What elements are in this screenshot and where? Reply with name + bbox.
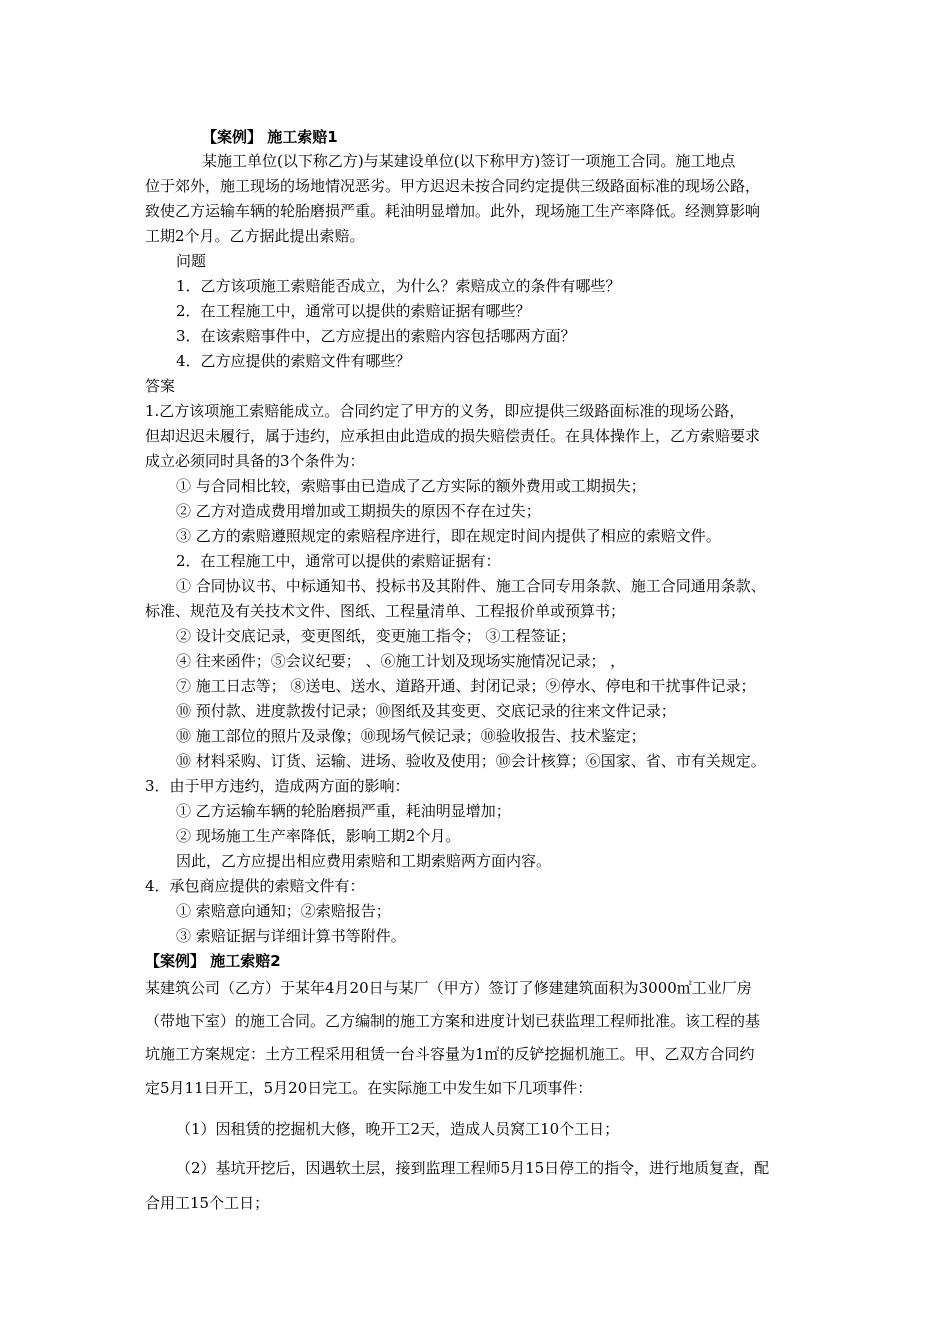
answer1-line: 1.乙方该项施工索赔能成立。合同约定了甲方的义务，即应提供三级路面标准的现场公路， [145, 402, 745, 420]
answer1-line: 成立必须同时具备的3个条件为： [145, 452, 365, 470]
answer2-line: 标准、规范及有关技术文件、图纸、工程量清单、工程报价单或预算书； [145, 602, 626, 620]
answer2-line: ④ 往来函件；⑤会议纪要； 、⑥施工计划及现场实施情况记录； ， [176, 652, 626, 670]
answer4-line: ③ 索赔证据与详细计算书等附件。 [176, 927, 406, 945]
case2-event-line: （2）基坑开挖后，因遇软土层，接到监理工程师5月15日停工的指令，进行地质复查，配 [176, 1159, 770, 1177]
case2-body-line: （带地下室）的施工合同。乙方编制的施工方案和进度计划已获监理工程师批准。该工程的基 [145, 1012, 761, 1030]
case2-body-line: 某建筑公司（乙方）于某年4月20日与某厂（甲方）签订了修建建筑面积为3000㎡工业厂房 [145, 979, 752, 997]
case1-intro-line: 致使乙方运输车辆的轮胎磨损严重。耗油明显增加。此外，现场施工生产率降低。经测算影响 [145, 202, 761, 220]
answer2-line: 2．在工程施工中，通常可以提供的索赔证据有： [176, 552, 501, 570]
answer1-condition: ① 与合同相比较，索赔事由已造成了乙方实际的额外费用或工期损失； [176, 477, 646, 495]
answer1-line: 但却迟迟未履行，属于违约，应承担由此造成的损失赔偿责任。在具体操作上，乙方索赔要求 [145, 427, 761, 445]
answer3-line: 3．由于甲方违约，造成两方面的影响： [145, 777, 410, 795]
answer2-line: ⑩ 材料采购、订货、运输、进场、验收及使用；⑩会计核算；⑥国家、省、市有关规定。 [176, 752, 766, 770]
answer3-line: ② 现场施工生产率降低，影响工期2个月。 [176, 827, 461, 845]
case2-event-line: 合用工15个工日； [145, 1194, 270, 1212]
case2-body-line: 定5月11日开工，5月20日完工。在实际施工中发生如下几项事件： [145, 1079, 593, 1097]
case1-title: 【案例】 施工索赔1 [202, 128, 338, 146]
questions-heading: 问题 [176, 252, 207, 270]
case1-intro-line: 某施工单位(以下称乙方)与某建设单位(以下称甲方)签订一项施工合同。施工地点 [202, 152, 736, 170]
question-item: 2．在工程施工中，通常可以提供的索赔证据有哪些？ [176, 302, 531, 320]
answer2-line: ① 合同协议书、中标通知书、投标书及其附件、施工合同专用条款、施工合同通用条款、 [176, 577, 766, 595]
answer2-line: ⑦ 施工日志等； ⑧送电、送水、道路开通、封闭记录；⑨停水、停电和干扰事件记录； [176, 677, 756, 695]
case1-intro-line: 工期2个月。乙方据此提出索赔。 [145, 227, 365, 245]
answer2-line: ⑩ 施工部位的照片及录像；⑩现场气候记录；⑩验收报告、技术鉴定； [176, 727, 646, 745]
answer-heading: 答案 [145, 377, 176, 395]
case2-title: 【案例】 施工索赔2 [145, 952, 281, 970]
case2-event-line: （1）因租赁的挖掘机大修，晚开工2天，造成人员窝工10个工日； [176, 1120, 620, 1138]
answer1-condition: ② 乙方对造成费用增加或工期损失的原因不存在过失； [176, 502, 541, 520]
answer2-line: ② 设计交底记录，变更图纸，变更施工指令； ③工程签证； [176, 627, 576, 645]
question-item: 1．乙方该项施工索赔能否成立，为什么？索赔成立的条件有哪些？ [176, 277, 621, 295]
answer4-line: 4．承包商应提供的索赔文件有： [145, 877, 365, 895]
answer4-line: ① 索赔意向通知；②索赔报告； [176, 902, 391, 920]
answer3-line: 因此，乙方应提出相应费用索赔和工期索赔两方面内容。 [176, 852, 552, 870]
question-item: 3．在该索赔事件中，乙方应提出的索赔内容包括哪两方面？ [176, 327, 576, 345]
question-item: 4．乙方应提供的索赔文件有哪些？ [176, 352, 411, 370]
case2-body-line: 坑施工方案规定：土方工程采用租赁一台斗容量为1㎡的反铲挖掘机施工。甲、乙双方合同约 [145, 1045, 755, 1063]
answer2-line: ⑩ 预付款、进度款拨付记录；⑩图纸及其变更、交底记录的往来文件记录； [176, 702, 676, 720]
case1-intro-line: 位于郊外，施工现场的场地情况恶劣。甲方迟迟未按合同约定提供三级路面标准的现场公路， [145, 177, 761, 195]
answer1-condition: ③ 乙方的索赔遵照规定的索赔程序进行，即在规定时间内提供了相应的索赔文件。 [176, 527, 721, 545]
answer3-line: ① 乙方运输车辆的轮胎磨损严重，耗油明显增加； [176, 802, 511, 820]
